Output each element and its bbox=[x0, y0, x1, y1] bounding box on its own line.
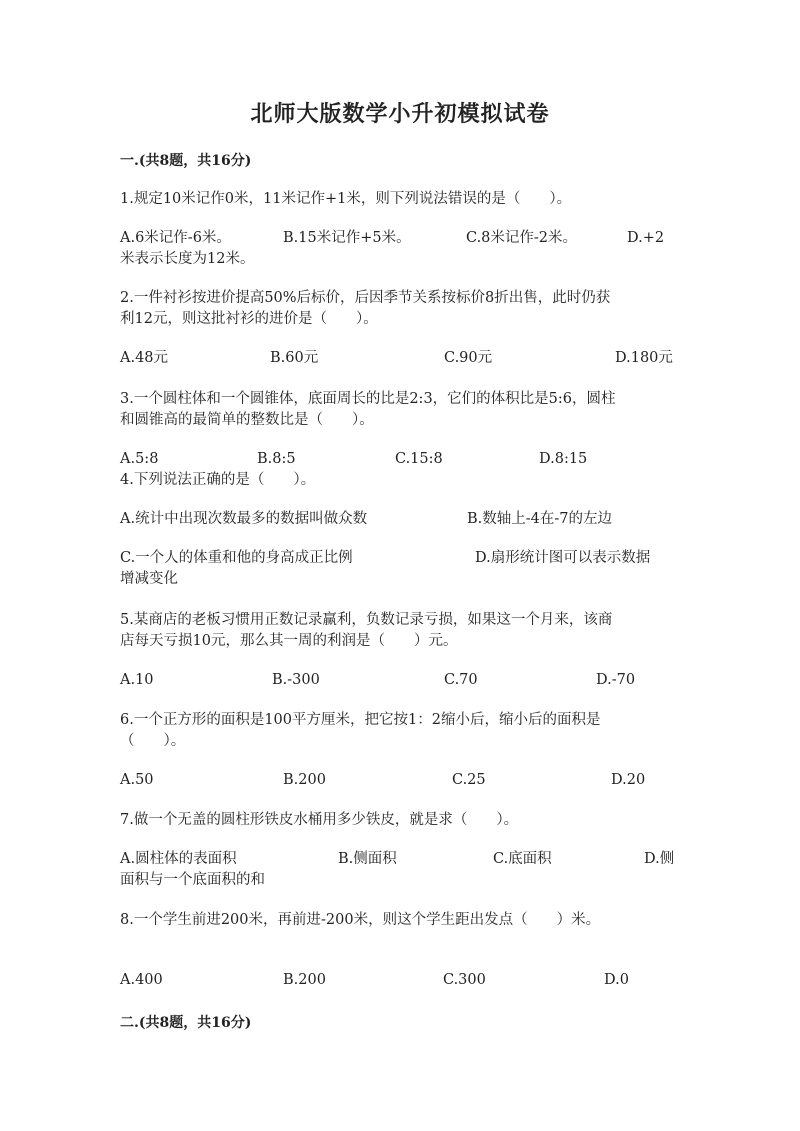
question-7-option-d: D.侧 bbox=[644, 851, 675, 867]
question-5-stem: 5.某商店的老板习惯用正数记录赢利，负数记录亏损，如果这一个月来，该商 bbox=[120, 612, 613, 628]
question-8-stem: 8.一个学生前进200米，再前进-200米，则这个学生距出发点（ ）米。 bbox=[120, 912, 601, 928]
question-5-option-c: C.70 bbox=[444, 672, 478, 688]
question-7-option-d-wrap: 面积与一个底面积的和 bbox=[120, 872, 265, 888]
question-6-option-b: B.200 bbox=[283, 772, 326, 788]
question-1-stem: 1.规定10米记作0米，11米记作+1米，则下列说法错误的是（ ）。 bbox=[120, 191, 572, 207]
question-5-stem-line2: 店每天亏损10元，那么其一周的利润是（ ）元。 bbox=[120, 633, 458, 649]
question-4-option-d: D.扇形统计图可以表示数据 bbox=[475, 550, 651, 566]
question-6-stem: 6.一个正方形的面积是100平方厘米，把它按1：2缩小后，缩小后的面积是 bbox=[120, 712, 601, 728]
question-8-option-c: C.300 bbox=[443, 972, 486, 988]
question-7-option-b: B.侧面积 bbox=[338, 851, 397, 867]
question-5-option-a: A.10 bbox=[120, 672, 154, 688]
question-8-option-a: A.400 bbox=[120, 972, 163, 988]
question-3-option-b: B.8:5 bbox=[257, 451, 296, 467]
question-4-option-d-wrap: 增减变化 bbox=[120, 571, 178, 587]
question-8-option-d: D.0 bbox=[604, 972, 629, 988]
question-6-option-c: C.25 bbox=[452, 772, 486, 788]
question-3-option-c: C.15:8 bbox=[395, 451, 443, 467]
section-heading-1: 一.(共8题，共16分) bbox=[120, 153, 252, 169]
page-title: 北师大版数学小升初模拟试卷 bbox=[250, 101, 550, 127]
question-6-stem-line2: （ ）。 bbox=[120, 733, 186, 749]
question-4-option-a: A.统计中出现次数最多的数据叫做众数 bbox=[120, 511, 368, 527]
question-3-option-d: D.8:15 bbox=[539, 451, 588, 467]
question-1-option-c: C.8米记作-2米。 bbox=[466, 230, 578, 246]
question-2-option-b: B.60元 bbox=[270, 350, 319, 366]
question-5-option-b: B.-300 bbox=[272, 672, 320, 688]
question-4-stem: 4.下列说法正确的是（ ）。 bbox=[120, 472, 316, 488]
question-4-option-c: C.一个人的体重和他的身高成正比例 bbox=[120, 550, 353, 566]
question-4-option-b: B.数轴上-4在-7的左边 bbox=[467, 511, 613, 527]
question-1-option-a: A.6米记作-6米。 bbox=[120, 230, 231, 246]
question-7-stem: 7.做一个无盖的圆柱形铁皮水桶用多少铁皮，就是求（ ）。 bbox=[120, 812, 519, 828]
question-7-option-a: A.圆柱体的表面积 bbox=[120, 851, 237, 867]
section-heading-2: 二.(共8题，共16分) bbox=[120, 1015, 252, 1031]
question-6-option-a: A.50 bbox=[120, 772, 154, 788]
question-1-option-b: B.15米记作+5米。 bbox=[283, 230, 411, 246]
question-8-option-b: B.200 bbox=[283, 972, 326, 988]
question-3-stem: 3.一个圆柱体和一个圆锥体，底面周长的比是2:3，它们的体积比是5:6，圆柱 bbox=[120, 391, 616, 407]
question-2-option-d: D.180元 bbox=[615, 350, 673, 366]
question-7-option-c: C.底面积 bbox=[493, 851, 552, 867]
question-3-stem-line2: 和圆锥高的最简单的整数比是（ ）。 bbox=[120, 412, 374, 428]
question-2-stem-line2: 利12元，则这批衬衫的进价是（ ）。 bbox=[120, 311, 378, 327]
question-5-option-d: D.-70 bbox=[596, 672, 636, 688]
question-1-option-d: D.+2 bbox=[627, 230, 665, 246]
question-2-option-c: C.90元 bbox=[444, 350, 493, 366]
question-6-option-d: D.20 bbox=[611, 772, 646, 788]
question-2-stem: 2.一件衬衫按进价提高50%后标价，后因季节关系按标价8折出售，此时仍获 bbox=[120, 290, 611, 306]
question-1-option-d-wrap: 米表示长度为12米。 bbox=[120, 251, 255, 267]
question-2-option-a: A.48元 bbox=[120, 350, 169, 366]
question-3-option-a: A.5:8 bbox=[120, 451, 159, 467]
